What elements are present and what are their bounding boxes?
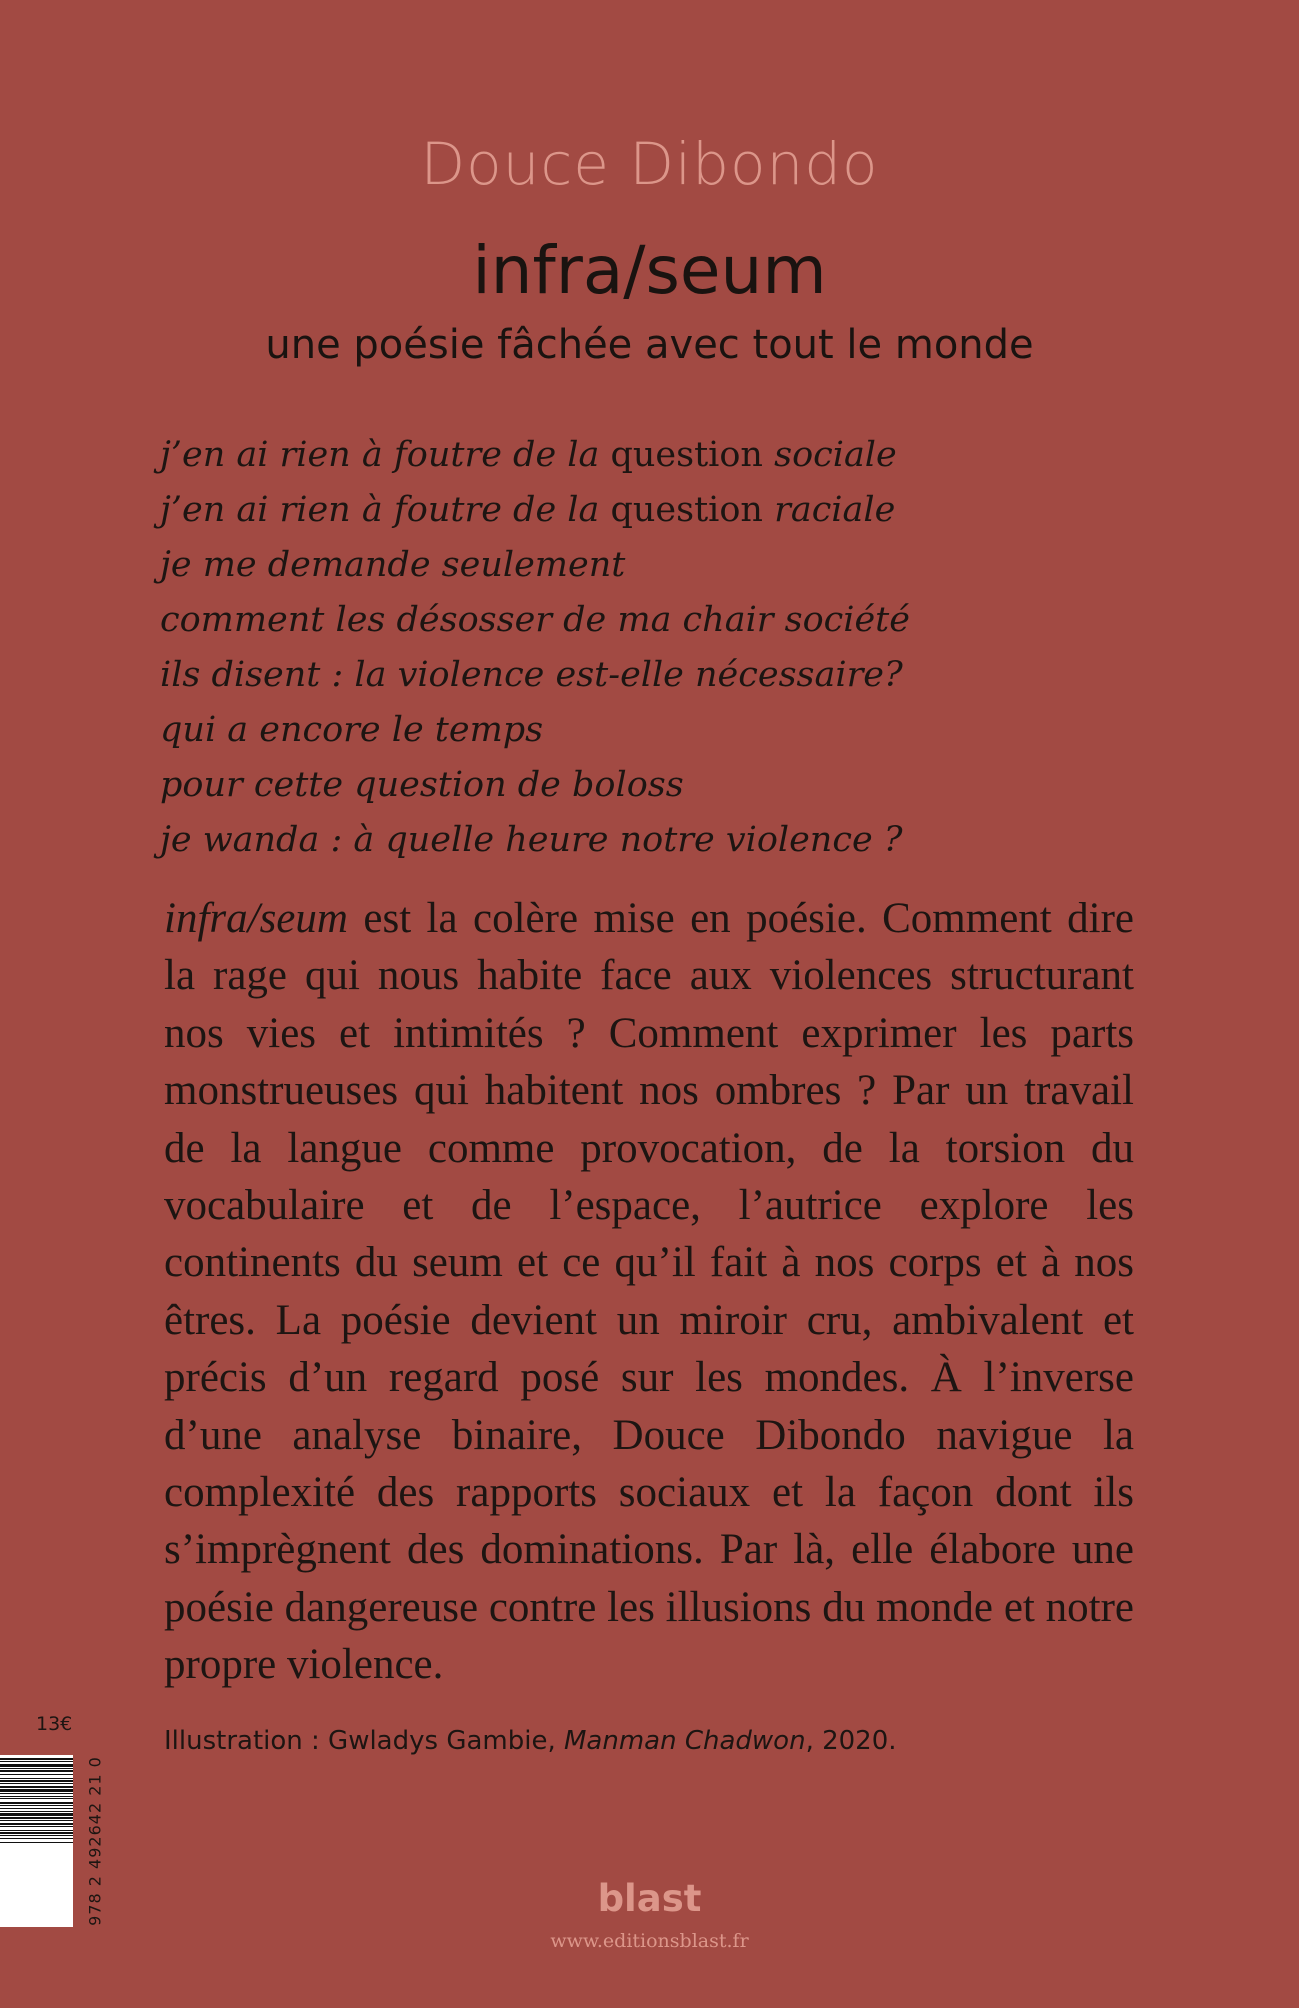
barcode-bar: [0, 1838, 73, 1839]
barcode-bar: [0, 1842, 73, 1843]
price-label: 13€: [36, 1713, 73, 1735]
barcode-bar: [0, 1761, 73, 1762]
book-title: infra/seum: [472, 232, 827, 309]
barcode-bar: [0, 1768, 73, 1769]
barcode-bar: [0, 1789, 73, 1792]
poem-excerpt: [160, 428, 1140, 868]
barcode-bar: [0, 1817, 73, 1819]
barcode-bar: [0, 1808, 73, 1809]
barcode-bar: [0, 1813, 73, 1816]
book-subtitle: une poésie fâchée avec tout le monde: [265, 322, 1034, 368]
barcode-bar: [0, 1778, 73, 1779]
poem-line: je wanda : à quelle heure notre violence ?: [160, 820, 903, 860]
isbn-number: 978 2 492642 21 0: [85, 1756, 105, 1926]
publisher-website: www.editionsblast.fr: [550, 1930, 749, 1952]
barcode-bar: [0, 1802, 73, 1804]
poem-line: ils disent : la violence est-elle nécessaire?: [160, 655, 903, 695]
barcode-bar: [0, 1835, 73, 1836]
barcode-bar: [0, 1770, 73, 1772]
author-name: Douce Dibondo: [420, 130, 879, 198]
barcode-bar: [0, 1786, 73, 1788]
barcode-bar: [0, 1758, 73, 1760]
barcode-bar: [0, 1830, 73, 1831]
barcode-bar: [0, 1811, 73, 1812]
illustration-credit: Illustration : Gwladys Gambie, Manman Chadwon, 2020.: [164, 1726, 897, 1756]
publisher-logo: blast: [597, 1877, 702, 1920]
poem-line: j’en ai rien à foutre de la question raciale: [160, 490, 896, 530]
summary-text: est la colère mise en poésie. Comment dire la rage qui nous habite face aux violences structurant nos vies et intimités ? Comment exprimer les parts monstrueuses qui habitent nos ombres ? Par un travail de la langue comme provocation, de la torsion du vocabulaire et de l’espace, l’autrice explore les continents du seum et ce qu’il fait à nos corps et à nos êtres. La poésie devient un miroir cru, ambivalent et précis d’un regard posé sur les mondes. À l’inverse d’une analyse binaire, Douce Dibondo navigue la complexité des rapports sociaux et la façon dont ils s’imprègnent des dominations. Par là, elle élabore une poésie dangereuse contre les illusions du monde et notre propre violence.: [164, 895, 1134, 1689]
poem-line: j’en ai rien à foutre de la question sociale: [160, 435, 897, 475]
barcode-bar: [0, 1805, 73, 1806]
summary-title: infra/seum: [164, 895, 348, 942]
artwork-title: Manman Chadwon: [563, 1726, 806, 1756]
barcode-bar: [0, 1796, 73, 1797]
book-summary: [164, 890, 1134, 1694]
poem-line: qui a encore le temps: [160, 710, 544, 750]
barcode-bar: [0, 1774, 73, 1775]
barcode-bar: [0, 1826, 73, 1827]
barcode-bar: [0, 1798, 73, 1799]
barcode-bar: [0, 1832, 73, 1834]
poem-line: comment les désosser de ma chair société: [160, 600, 910, 640]
poem-line: pour cette question de boloss: [160, 765, 684, 805]
poem-line: je me demande seulement: [160, 545, 626, 585]
barcode-bar: [0, 1823, 73, 1825]
barcode-bar: [0, 1820, 73, 1821]
barcode-bar: [0, 1780, 73, 1782]
barcode-bar: [0, 1764, 73, 1767]
barcode-bar: [0, 1783, 73, 1784]
barcode-bar: [0, 1793, 73, 1794]
